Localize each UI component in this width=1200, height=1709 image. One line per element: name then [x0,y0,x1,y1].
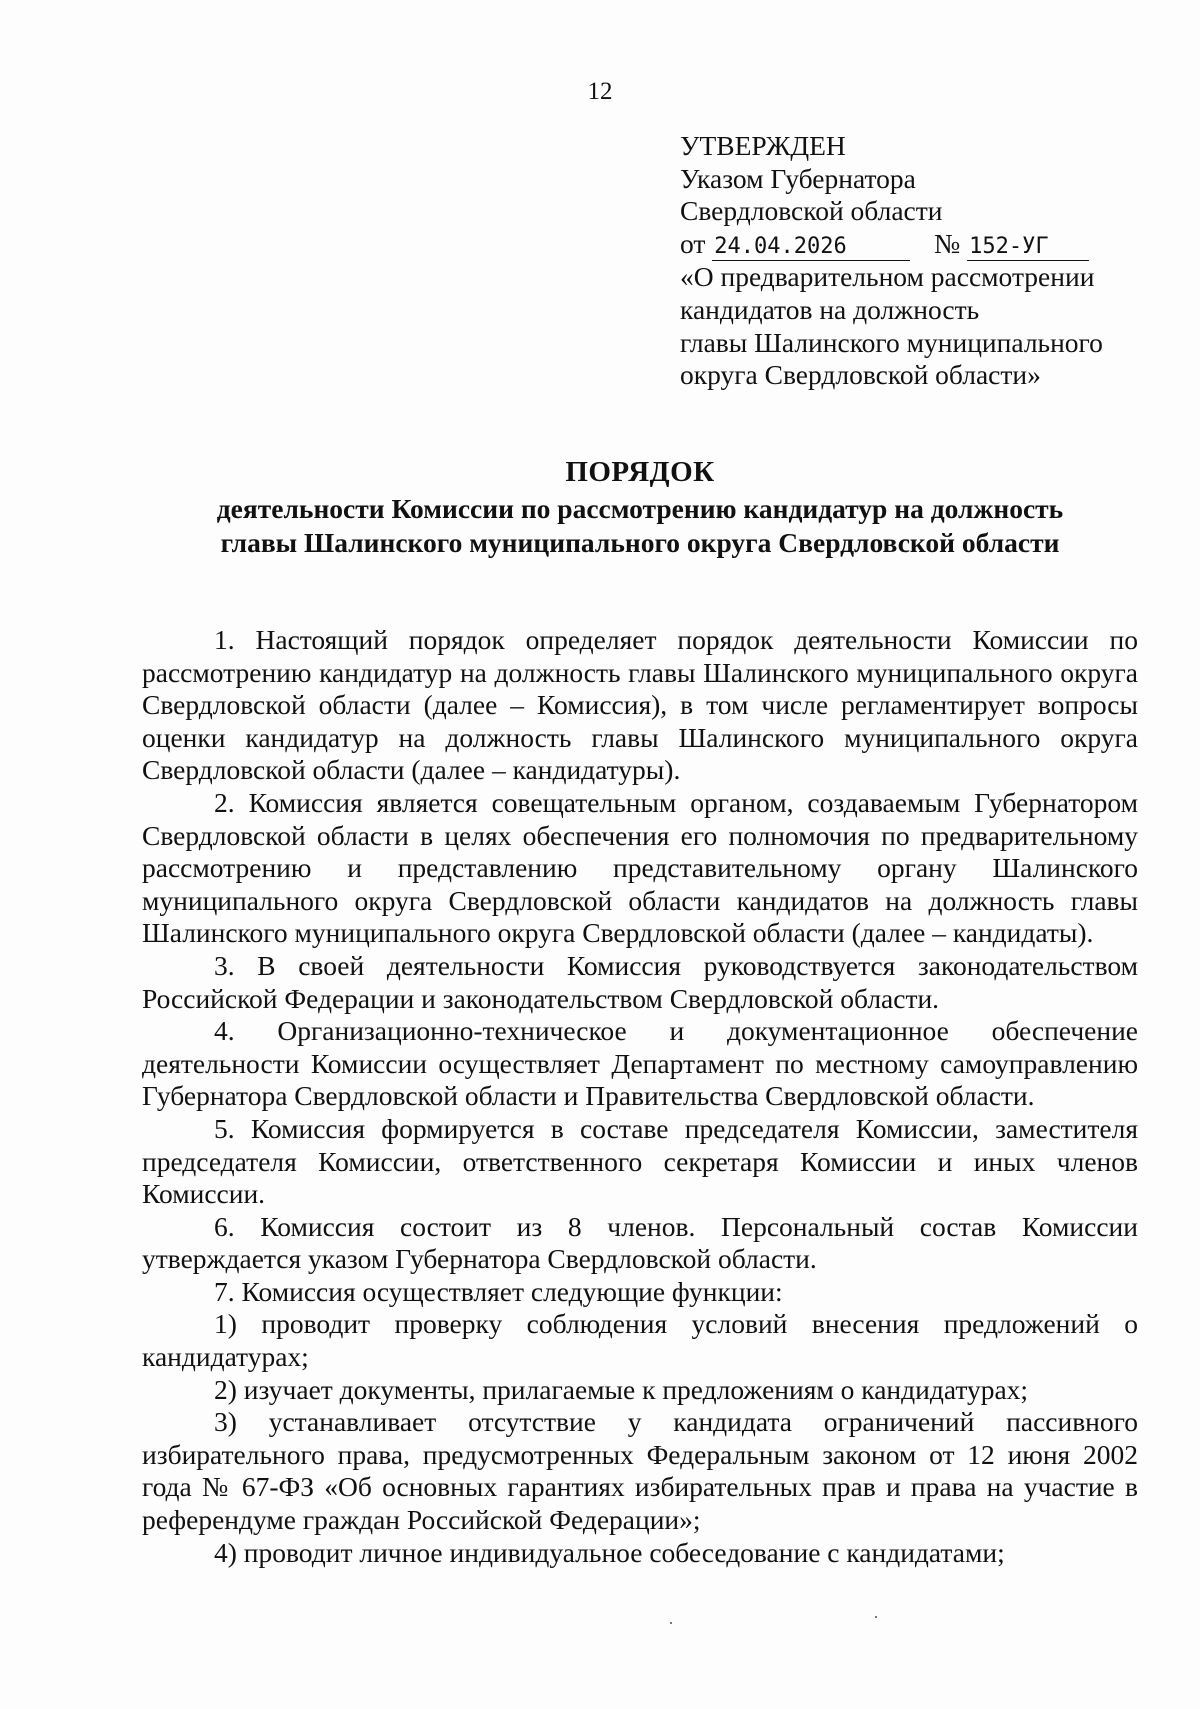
list-item-7-3: 3) устанавливает отсутствие у кандидата ограничений пассивного избирательного права, предусмотренных Федеральным законом от 12 июня 2002 года № 67-ФЗ «Об основных гарантиях избирательных прав и права на участие в референдуме граждан Российской Федерации»; [142,1406,1138,1536]
paragraph-2: 2. Комиссия является совещательным органом, создаваемым Губернатором Свердловской области в целях обеспечения его полномочия по предварительному рассмотрению и представлению представительному органу Шалинского муниципального округа Свердловской области кандидатов на должность главы Шалинского муниципального округа Свердловской области (далее – кандидаты). [142,786,1138,949]
decree-title-line: кандидатов на должность [680,293,980,325]
scan-speck [670,1622,672,1624]
paragraph-1: 1. Настоящий порядок определяет порядок деятельности Комиссии по рассмотрению кандидатур на должность главы Шалинского муниципального округа Свердловской области (далее – Комиссия), в том числе регламентирует вопросы оценки кандидатур на должность главы Шалинского муниципального округа Свердловской области (далее – кандидатуры). [142,624,1138,786]
paragraph-3: 3. В своей деятельности Комиссия руководствуется законодательством Российской Федерации и законодательством Свердловской области. [142,949,1138,1014]
list-item-7-4: 4) проводит личное индивидуальное собеседование с кандидатами; [214,1536,1005,1568]
document-heading [140,452,1140,560]
decree-title-line: «О предварительном рассмотрении [680,261,1095,293]
number-sign: № [934,228,961,260]
approval-line-region: Свердловской области [680,195,943,227]
decree-number: 152-УГ [967,234,1089,261]
list-item-7-1: 1) проводит проверку соблюдения условий внесения предложений о кандидатурах; [142,1308,1138,1373]
decree-title-line: главы Шалинского муниципального [680,326,1103,358]
paragraph-7: 7. Комиссия осуществляет следующие функции: [214,1275,783,1307]
scan-speck [875,1616,877,1618]
document-subtitle-line: главы Шалинского муниципального округа Свердловской области [220,527,1060,558]
decree-title-line: округа Свердловской области» [680,359,1041,391]
document-body [142,624,1138,1569]
page-number: 12 [587,78,613,105]
paragraph-6: 6. Комиссия состоит из 8 членов. Персональный состав Комиссии утверждается указом Губернатора Свердловской области. [142,1210,1138,1275]
approval-line-decree: Указом Губернатора [680,162,916,194]
date-prefix: от [680,228,706,260]
list-item-7-2: 2) изучает документы, прилагаемые к предложениям о кандидатурах; [214,1373,1029,1405]
paragraph-5: 5. Комиссия формируется в составе председателя Комиссии, заместителя председателя Комиссии, ответственного секретаря Комиссии и иных членов Комиссии. [142,1112,1138,1210]
paragraph-4: 4. Организационно-техническое и документационное обеспечение деятельности Комиссии осуществляет Департамент по местному самоуправлению Губернатора Свердловской области и Правительства Свердловской области. [142,1015,1138,1112]
decree-date: 24.04.2026 [712,234,910,261]
document-subtitle-line: деятельности Комиссии по рассмотрению кандидатур на должность [216,493,1064,524]
approval-line-approved: УТВЕРЖДЕН [680,130,846,161]
approval-block [680,130,1150,392]
approval-date-number-line [680,228,1150,261]
document-title: ПОРЯДОК [565,456,715,488]
